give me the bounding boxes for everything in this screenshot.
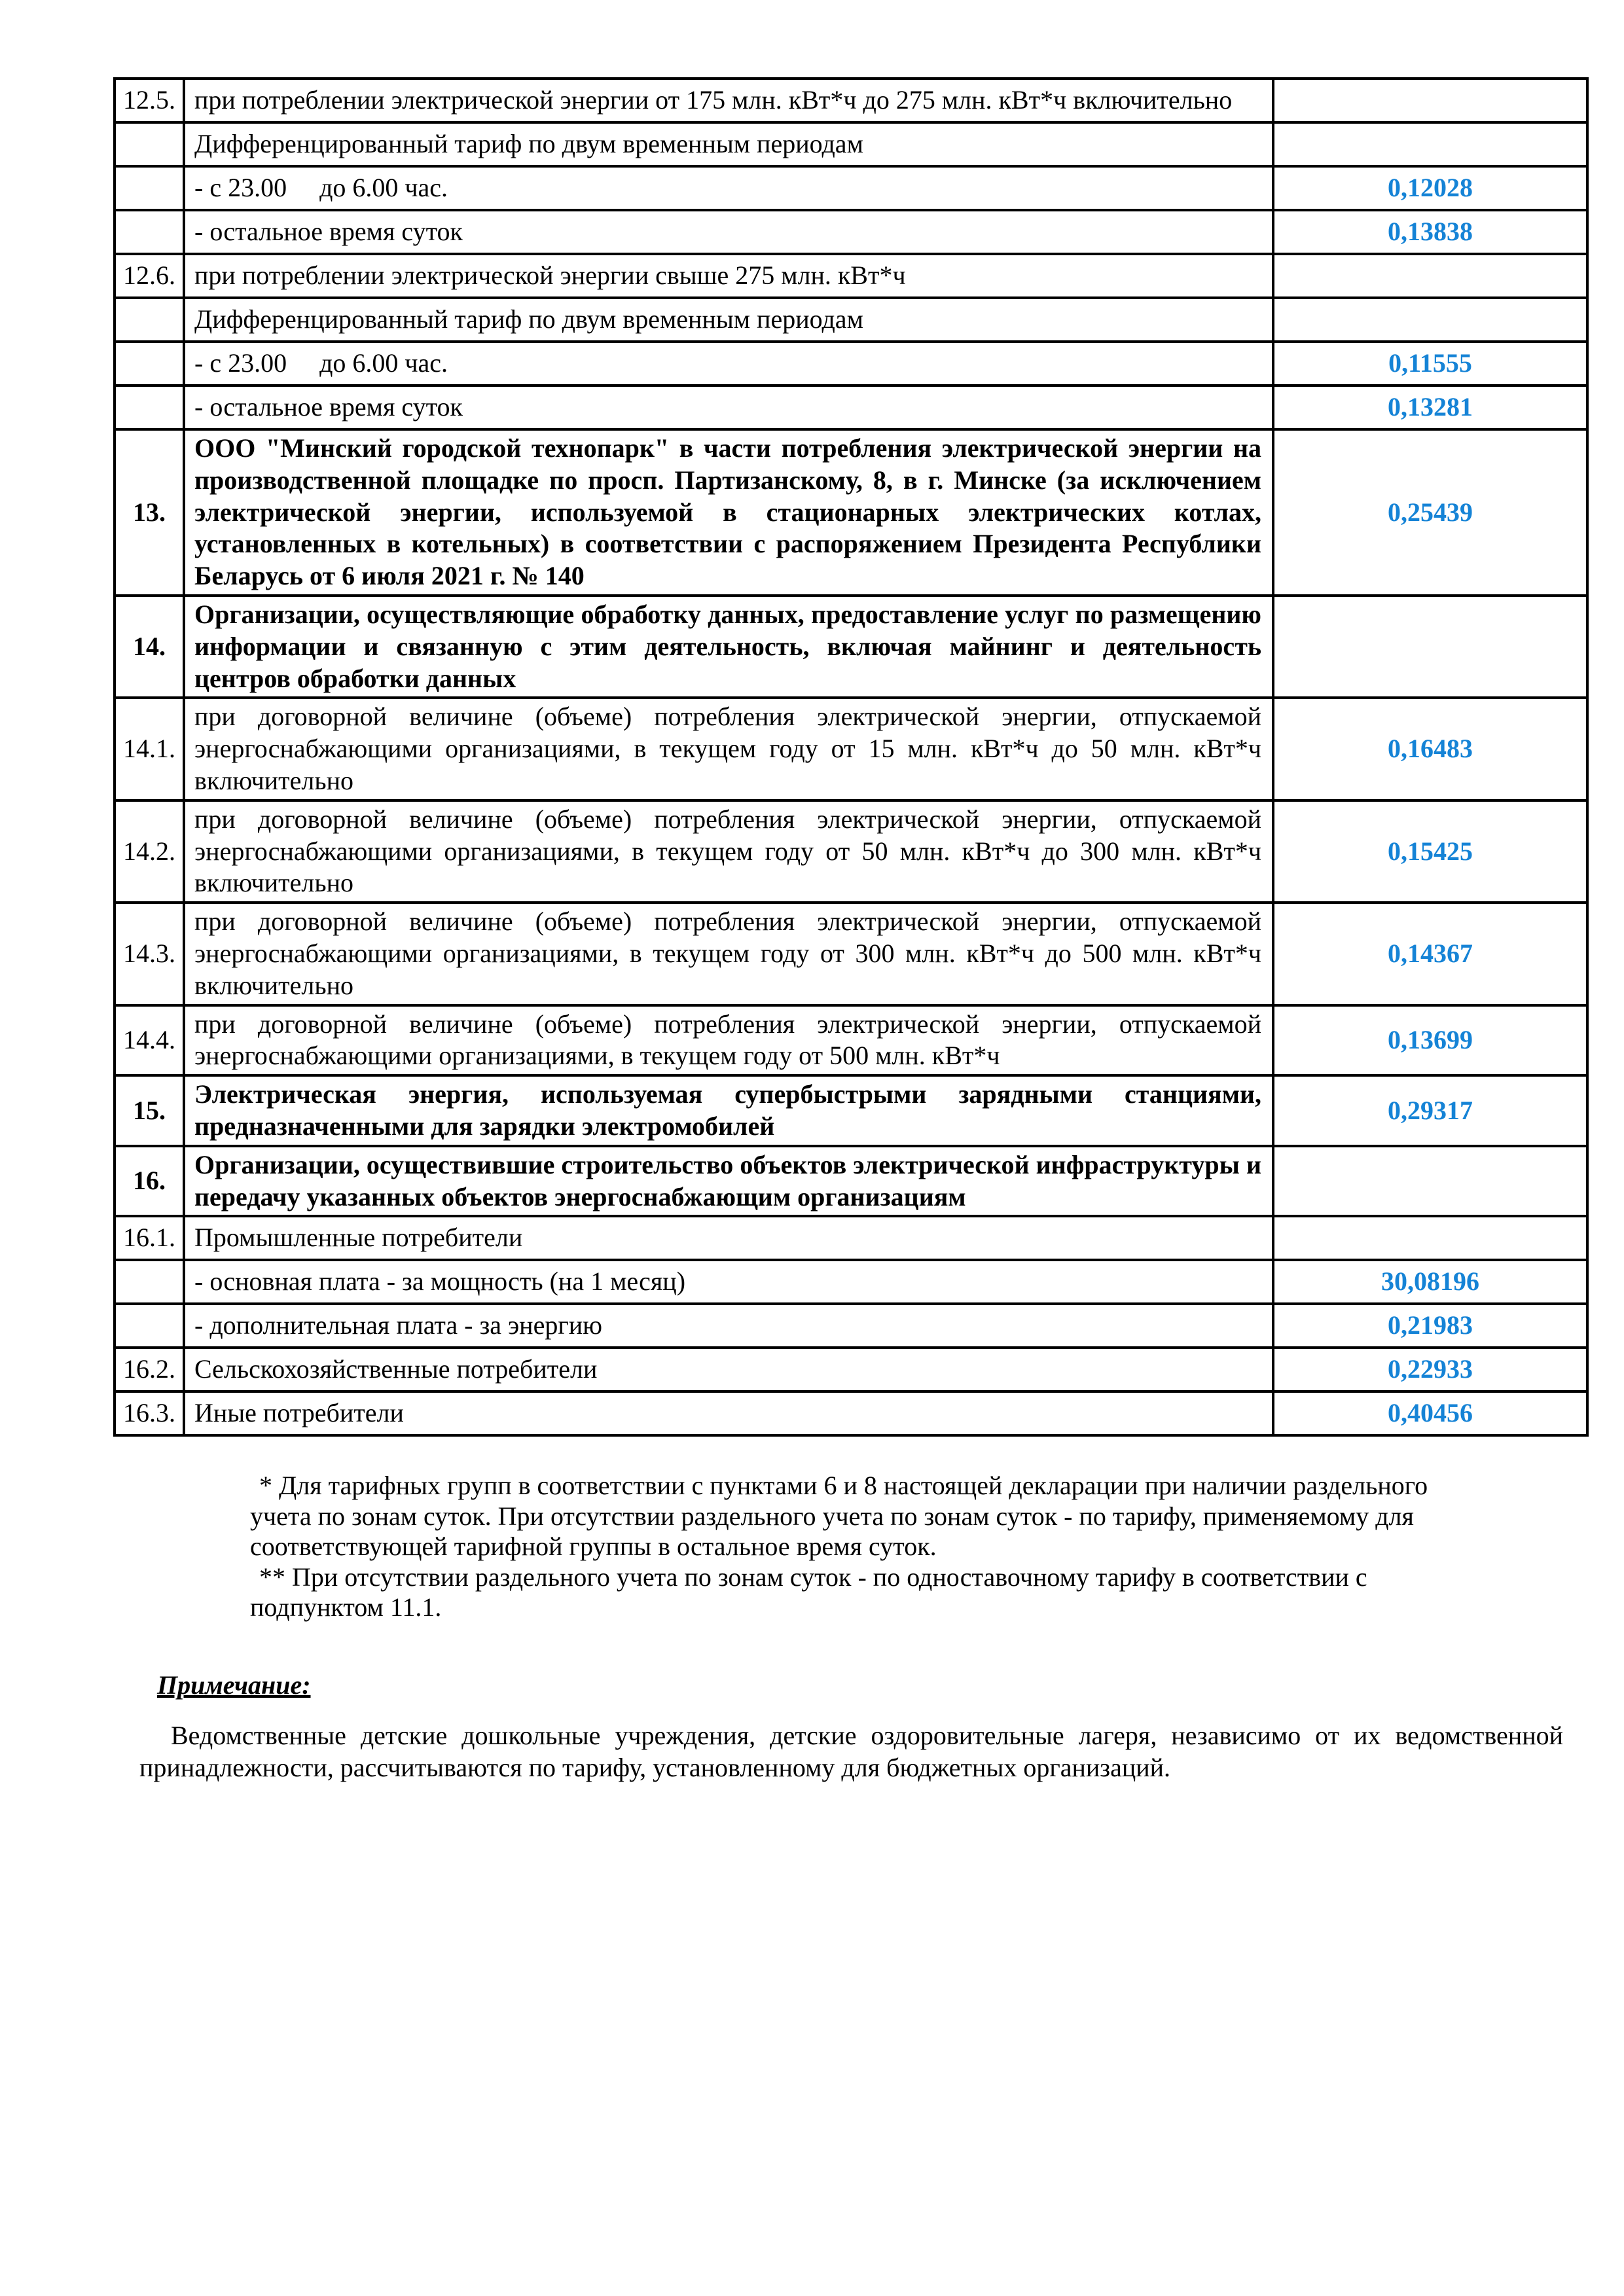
row-description-cell: ООО "Минский городской технопарк" в части потребления электрической энергии на производственной площадке по просп. Партизанскому, 8, в г. Минске (за исключением электрической энергии, используемой в стационарных электрических котлах, установленных в котельных) в соответствии с распоряжением Президента Республики Беларусь от 6 июля 2021 г. № 140 <box>184 429 1273 596</box>
tariff-table-body <box>115 79 1587 1435</box>
footnote-single-star: * Для тарифных групп в соответствии с пунктами 6 и 8 настоящей декларации при наличии раздельного учета по зонам суток. При отсутствии раздельного учета по зонам суток - по тарифу, применяемому для соответствующей тарифной группы в остальное время суток. <box>250 1471 1428 1562</box>
row-description-cell: Электрическая энергия, используемая супербыстрыми зарядными станциями, предназначенными для зарядки электромобилей <box>184 1075 1273 1146</box>
table-row <box>115 254 1587 298</box>
row-number-cell: 13. <box>115 429 184 596</box>
row-value-cell: 0,11555 <box>1273 342 1587 386</box>
note-heading: Примечание: <box>157 1670 311 1700</box>
row-number-cell <box>115 166 184 210</box>
table-row <box>115 1304 1587 1348</box>
footnote-double-star: ** При отсутствии раздельного учета по зонам суток - по одноставочному тарифу в соответствии с подпунктом 11.1. <box>250 1562 1367 1622</box>
table-row <box>115 903 1587 1005</box>
row-value-cell: 0,40456 <box>1273 1391 1587 1435</box>
row-value-cell <box>1273 122 1587 166</box>
row-description-cell: при договорной величине (объеме) потребления электрической энергии, отпускаемой энергоснабжающими организациями, в текущем году от 500 млн. кВт*ч <box>184 1005 1273 1076</box>
row-number-cell: 15. <box>115 1075 184 1146</box>
row-number-cell: 14. <box>115 596 184 698</box>
row-value-cell <box>1273 1146 1587 1217</box>
row-value-cell <box>1273 596 1587 698</box>
table-row <box>115 1216 1587 1260</box>
table-row <box>115 1146 1587 1217</box>
table-row <box>115 596 1587 698</box>
row-description-cell: - с 23.00 до 6.00 час. <box>184 342 1273 386</box>
row-value-cell: 0,29317 <box>1273 1075 1587 1146</box>
table-row <box>115 1391 1587 1435</box>
row-value-cell <box>1273 298 1587 342</box>
row-description-cell: - остальное время суток <box>184 210 1273 254</box>
table-row <box>115 1075 1587 1146</box>
table-row <box>115 1348 1587 1391</box>
row-number-cell: 16.3. <box>115 1391 184 1435</box>
table-row <box>115 386 1587 429</box>
row-description-cell: Промышленные потребители <box>184 1216 1273 1260</box>
row-value-cell: 0,13838 <box>1273 210 1587 254</box>
table-row <box>115 800 1587 903</box>
row-number-cell <box>115 298 184 342</box>
row-description-cell: при договорной величине (объеме) потребления электрической энергии, отпускаемой энергоснабжающими организациями, в текущем году от 15 млн. кВт*ч до 50 млн. кВт*ч включительно <box>184 698 1273 800</box>
row-value-cell <box>1273 79 1587 122</box>
row-number-cell: 16. <box>115 1146 184 1217</box>
row-value-cell <box>1273 254 1587 298</box>
row-value-cell <box>1273 1216 1587 1260</box>
row-value-cell: 30,08196 <box>1273 1260 1587 1304</box>
row-value-cell: 0,16483 <box>1273 698 1587 800</box>
table-row <box>115 79 1587 122</box>
note-body: Ведомственные детские дошкольные учреждения, детские оздоровительные лагеря, независимо от их ведомственной принадлежности, рассчитываются по тарифу, установленному для бюджетных организаций. <box>139 1721 1563 1783</box>
row-number-cell <box>115 1304 184 1348</box>
row-description-cell: Дифференцированный тариф по двум временным периодам <box>184 122 1273 166</box>
table-row <box>115 210 1587 254</box>
row-number-cell: 14.1. <box>115 698 184 800</box>
row-value-cell: 0,22933 <box>1273 1348 1587 1391</box>
row-description-cell: Организации, осуществляющие обработку данных, предоставление услуг по размещению информации и связанную с этим деятельность, включая майнинг и деятельность центров обработки данных <box>184 596 1273 698</box>
tariff-table <box>113 77 1589 1437</box>
row-description-cell: - дополнительная плата - за энергию <box>184 1304 1273 1348</box>
row-value-cell: 0,14367 <box>1273 903 1587 1005</box>
row-value-cell: 0,15425 <box>1273 800 1587 903</box>
row-description-cell: Организации, осуществившие строительство объектов электрической инфраструктуры и передачу указанных объектов энергоснабжающим организациям <box>184 1146 1273 1217</box>
row-number-cell: 12.5. <box>115 79 184 122</box>
row-number-cell: 16.2. <box>115 1348 184 1391</box>
row-description-cell: при потреблении электрической энергии свыше 275 млн. кВт*ч <box>184 254 1273 298</box>
row-description-cell: Дифференцированный тариф по двум временным периодам <box>184 298 1273 342</box>
footnotes-block <box>250 1471 1487 1623</box>
row-description-cell: при договорной величине (объеме) потребления электрической энергии, отпускаемой энергоснабжающими организациями, в текущем году от 50 млн. кВт*ч до 300 млн. кВт*ч включительно <box>184 800 1273 903</box>
table-row <box>115 429 1587 596</box>
row-value-cell: 0,21983 <box>1273 1304 1587 1348</box>
row-number-cell: 16.1. <box>115 1216 184 1260</box>
table-row <box>115 122 1587 166</box>
table-row <box>115 1260 1587 1304</box>
row-value-cell: 0,13699 <box>1273 1005 1587 1076</box>
table-row <box>115 166 1587 210</box>
row-number-cell: 12.6. <box>115 254 184 298</box>
row-description-cell: - остальное время суток <box>184 386 1273 429</box>
table-row <box>115 698 1587 800</box>
row-number-cell: 14.4. <box>115 1005 184 1076</box>
row-description-cell: - с 23.00 до 6.00 час. <box>184 166 1273 210</box>
row-number-cell: 14.3. <box>115 903 184 1005</box>
row-description-cell: - основная плата - за мощность (на 1 месяц) <box>184 1260 1273 1304</box>
row-value-cell: 0,13281 <box>1273 386 1587 429</box>
table-row <box>115 298 1587 342</box>
table-row <box>115 342 1587 386</box>
row-description-cell: Иные потребители <box>184 1391 1273 1435</box>
row-value-cell: 0,12028 <box>1273 166 1587 210</box>
table-row <box>115 1005 1587 1076</box>
row-number-cell <box>115 386 184 429</box>
row-description-cell: при потреблении электрической энергии от 175 млн. кВт*ч до 275 млн. кВт*ч включительно <box>184 79 1273 122</box>
row-number-cell <box>115 210 184 254</box>
row-number-cell: 14.2. <box>115 800 184 903</box>
row-number-cell <box>115 122 184 166</box>
row-value-cell: 0,25439 <box>1273 429 1587 596</box>
row-number-cell <box>115 1260 184 1304</box>
row-description-cell: Сельскохозяйственные потребители <box>184 1348 1273 1391</box>
row-number-cell <box>115 342 184 386</box>
row-description-cell: при договорной величине (объеме) потребления электрической энергии, отпускаемой энергоснабжающими организациями, в текущем году от 300 млн. кВт*ч до 500 млн. кВт*ч включительно <box>184 903 1273 1005</box>
